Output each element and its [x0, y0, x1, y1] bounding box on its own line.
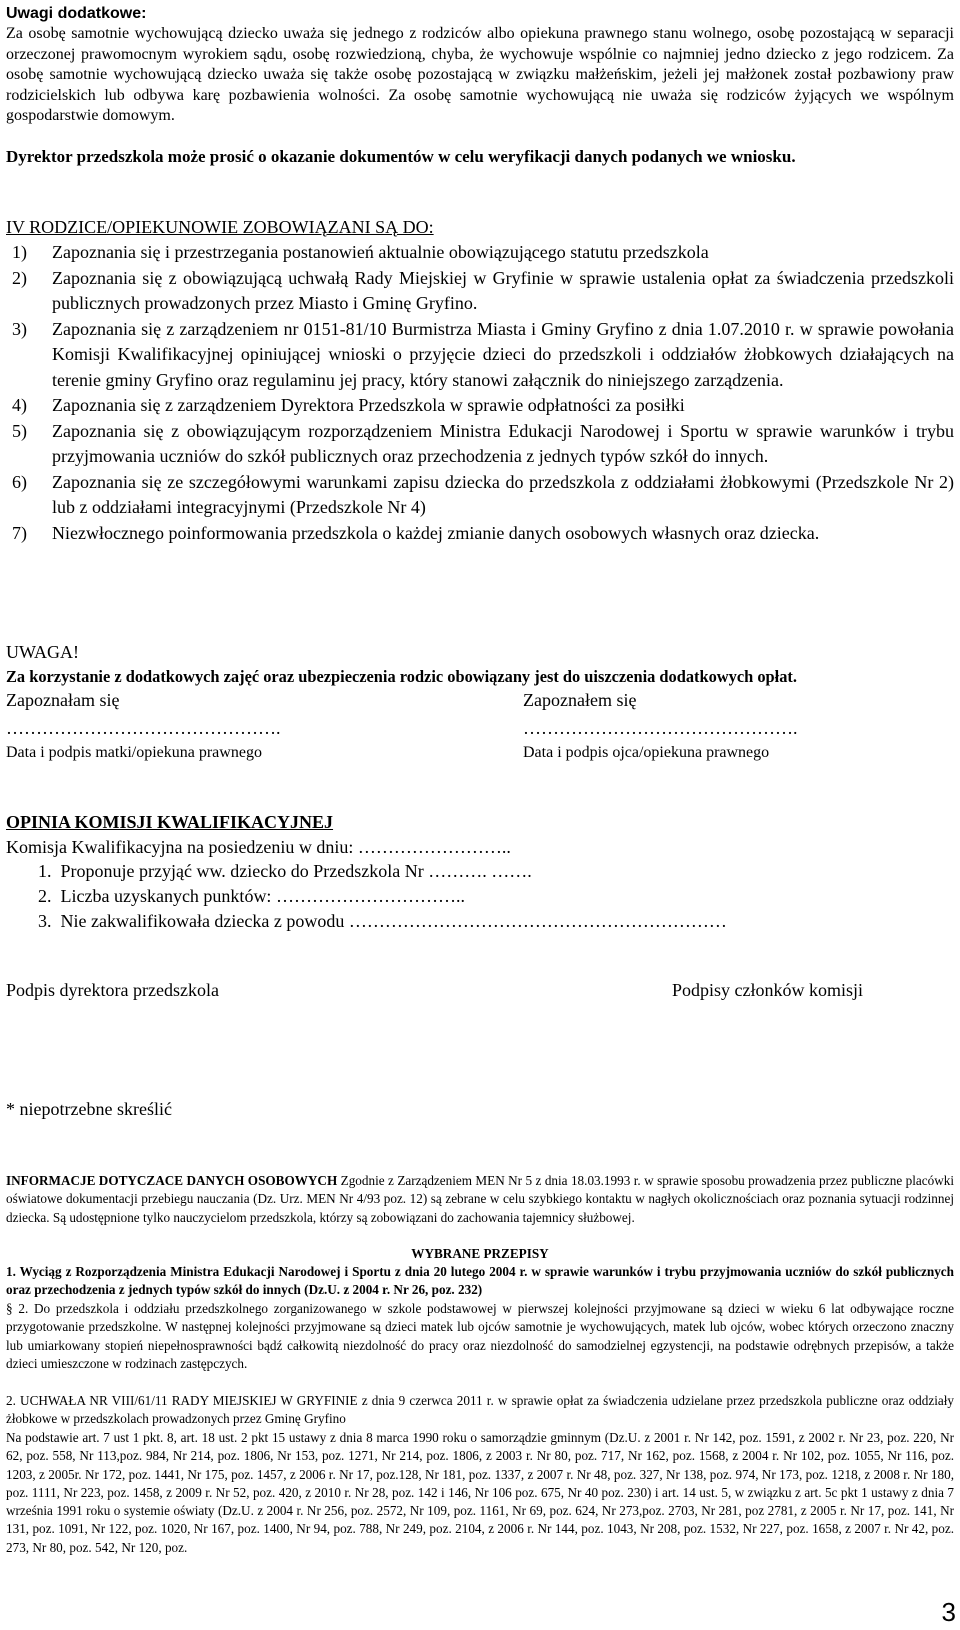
director-signature-label: Podpis dyrektora przedszkola	[6, 980, 219, 1000]
obligation-item	[6, 419, 954, 470]
obligations-list	[6, 240, 954, 546]
regulation-1-title: 1. Wyciąg z Rozporządzenia Ministra Edukacji Narodowej i Sportu z dnia 20 lutego 2004 r. w sprawie warunków i trybu przyjmowania uczniów do szkół publicznych oraz przechodzenia z jednych typów szkół do innych (Dz.U. z 2004 r. Nr 26, poz. 232)	[6, 1264, 954, 1298]
additional-notes-paragraph: Za osobę samotnie wychowującą dziecko uważa się jednego z rodziców albo opiekuna prawnego stanu wolnego, osobę pozostającą w separacji orzeczonej prawomocnym wyrokiem sądu, osobę rozwiedzioną, chyba, że wychowuje wspólnie co najmniej jedno dziecko z jego rodzicem. Za osobę samotnie wychowującą dziecko uważa się także osobę pozostającą w związku małżeńskim, jeżeli jej małżonek został pozbawiony praw rodzicielskich lub odbywa karę pozbawienia wolności. Za osobę samotnie wychowującą nie uważa się rodziców żyjących we wspólnym gospodarstwie domowym.	[6, 25, 954, 124]
mother-ack-heading: Zapoznałam się	[6, 690, 120, 710]
obligation-text: Zapoznania się z obowiązującą uchwałą Rady Miejskiej w Gryfinie w sprawie ustalenia opłat za świadczenia przedszkoli publicznych prowadzonych przez Miasto i Gminę Gryfino.	[52, 267, 954, 313]
obligation-number: 1)	[12, 242, 27, 262]
warning-label: UWAGA!	[6, 642, 79, 662]
personal-data-heading: INFORMACJE DOTYCZACE DANYCH OSOBOWYCH	[6, 1173, 338, 1188]
obligation-text: Zapoznania się z zarządzeniem nr 0151-81/10 Burmistrza Miasta i Gminy Gryfino z dnia 1.07.2010 r. w sprawie powołania Komisji Kwalifikacyjnej opiniującej wnioski o przyjęcie dzieci do przedszkoli i oddziałów żłobkowych działających na terenie gminy Gryfino oraz regulaminu jej pracy, który stanowi załącznik do niniejszego zarządzenia.	[52, 318, 954, 390]
commission-item-number: 1.	[38, 861, 52, 881]
commission-heading: OPINIA KOMISJI KWALIFIKACYJNEJ	[6, 812, 334, 832]
obligation-text: Zapoznania się ze szczegółowymi warunkami zapisu dziecka do przedszkola z oddziałami żłobkowymi (Przedszkole Nr 2) lub z oddziałami integracyjnymi (Przedszkole Nr 4)	[52, 471, 954, 517]
warning-text: Za korzystanie z dodatkowych zajęć oraz ubezpieczenia rodzic obowiązany jest do uiszczenia dodatkowych opłat.	[6, 667, 797, 686]
obligation-text: Zapoznania się z zarządzeniem Dyrektora Przedszkola w sprawie odpłatności za posiłki	[52, 395, 685, 415]
obligation-item	[6, 521, 954, 547]
personal-data-info	[6, 1172, 954, 1227]
obligation-number: 6)	[12, 471, 27, 492]
father-signature-caption: Data i podpis ojca/opiekuna prawnego	[523, 744, 770, 761]
obligation-number: 2)	[12, 267, 27, 288]
mother-signature-caption: Data i podpis matki/opiekuna prawnego	[6, 744, 262, 761]
obligation-number: 3)	[12, 318, 27, 339]
commission-members-signature-label: Podpisy członków komisji	[672, 980, 864, 1000]
commission-item	[38, 859, 532, 884]
obligation-item	[6, 393, 954, 419]
personal-data-text: Zgodnie z Zarządzeniem MEN Nr 5 z dnia 18.03.1993 r. w sprawie sposobu prowadzenia przez publiczne placówki oświatowe dokumentacji przebiegu nauczania (Dz. Urz. MEN Nr 4/93 poz. 12) są zebrane w celu szybkiego kontaktu w nagłych okolicznościach oraz poznania sytuacji rodzinnej dziecka. Są udostępnione tylko nauczycielom przedszkola, którzy są zobowiązani do zachowania tajemnicy służbowej.	[6, 1173, 954, 1225]
obligation-item	[6, 470, 954, 521]
additional-notes-heading: Uwagi dodatkowe:	[6, 5, 147, 22]
commission-meeting-line: Komisja Kwalifikacyjna na posiedzeniu w dniu: ……………………..	[6, 837, 511, 857]
commission-item	[38, 884, 465, 909]
obligation-item	[6, 266, 954, 317]
father-signature-line: ……………………………………….	[523, 718, 798, 738]
commission-item-text: Proponuje przyjąć ww. dziecko do Przedszkola Nr ………. …….	[60, 861, 532, 881]
father-ack-heading: Zapoznałem się	[523, 690, 637, 710]
footnote: * niepotrzebne skreślić	[6, 1099, 172, 1119]
regulation-1-body: § 2. Do przedszkola i oddziału przedszkolnego zorganizowanego w szkole podstawowej w pierwszej kolejności przyjmowane są dzieci w wieku 6 lat odbywające roczne przygotowanie przedszkolne. W następnej kolejności przyjmowane są dzieci matek lub ojców samotnie je wychowujących, matek lub ojców, wobec których orzeczono znaczny lub umiarkowany stopień niepełnosprawności bądź całkowitą niezdolność do pracy oraz niezdolność do samodzielnej egzystencji, na podstawie odrębnych przepisów, a także dzieci umieszczone w rodzinach zastępczych.	[6, 1301, 954, 1371]
commission-item	[38, 909, 727, 934]
obligations-heading: IV RODZICE/OPIEKUNOWIE ZOBOWIĄZANI SĄ DO:	[6, 217, 434, 237]
regulations-heading: WYBRANE PRZEPISY	[411, 1246, 549, 1261]
obligation-text: Zapoznania się i przestrzegania postanowień aktualnie obowiązującego statutu przedszkola	[52, 242, 709, 262]
obligation-number: 5)	[12, 420, 27, 441]
obligation-text: Niezwłocznego poinformowania przedszkola o każdej zmianie danych osobowych własnych oraz dziecka.	[52, 522, 820, 543]
obligation-item	[6, 317, 954, 394]
obligation-text: Zapoznania się z obowiązującym rozporządzeniem Ministra Edukacji Narodowej i Sportu w sprawie warunków i trybu przyjmowania uczniów do szkół publicznych oraz przechodzenia z jednych typów szkół do innych.	[52, 420, 954, 466]
commission-item-text: Liczba uzyskanych punktów: …………………………..	[60, 886, 465, 906]
page-number: 3	[941, 1597, 956, 1627]
commission-item-text: Nie zakwalifikowała dziecka z powodu ………………………………………………………	[60, 911, 727, 931]
commission-item-number: 3.	[38, 911, 52, 931]
regulation-2-body: Na podstawie art. 7 ust 1 pkt. 8, art. 18 ust. 2 pkt 15 ustawy z dnia 8 marca 1990 roku o samorządzie gminnym (Dz.U. z 2001 r. Nr 142, poz. 1591, z 2002 r. Nr 23, poz. 220, Nr 62, poz. 558, Nr 113,poz. 984, Nr 214, poz. 1806, Nr 153, poz. 1271, Nr 214, poz. 1806, z 2003 r. Nr 80, poz. 717, Nr 162, poz. 1568, z 2004 r. Nr 102, poz. 1055, Nr 116, poz. 1203, z 2005r. Nr 172, poz. 1441, Nr 175, poz. 1457, z 2006 r. Nr 17, poz.128, Nr 181, poz. 1337, z 2007 r. Nr 48, poz. 327, Nr 138, poz. 974, Nr 173, poz. 1218, z 2008 r. Nr 180, poz. 1111, Nr 223, poz. 1458, z 2009 r. Nr 52, poz. 420, z 2010 r. Nr 28, poz. 142 i 146, Nr 106 poz. 675, Nr 40 poz. 230) i art. 14 ust. 5, w związku z art. 5c pkt 1 ustawy z dnia 7 września 1991 roku o systemie oświaty (Dz.U. z 2004 r. Nr 256, poz. 2572, Nr 109, poz. 1161, Nr 69, poz. 624, Nr 273,poz. 2703, Nr 281, poz 2781, z 2005 r. Nr 17, poz. 141, Nr 131, poz. 1091, Nr 122, poz. 1020, Nr 167, poz. 1400, Nr 94, poz. 788, Nr 249, poz. 2104, z 2006 r. Nr 144, poz. 1043, Nr 208, poz. 1532, Nr 227, poz. 1658, z 2007 r. Nr 42, poz. 273, Nr 80, poz. 542, Nr 120, poz.	[6, 1430, 954, 1555]
obligation-item	[6, 240, 954, 266]
regulation-2-title: 2. UCHWAŁA NR VIII/61/11 RADY MIEJSKIEJ W GRYFINIE z dnia 9 czerwca 2011 r. w sprawie opłat za świadczenia udzielane przez przedszkola publiczne oraz oddziały żłobkowe w przedszkolach prowadzonych przez Gminę Gryfino	[6, 1393, 954, 1427]
director-note: Dyrektor przedszkola może prosić o okazanie dokumentów w celu weryfikacji danych podanych we wniosku.	[6, 147, 796, 166]
commission-item-number: 2.	[38, 886, 52, 906]
mother-signature-line: ……………………………………….	[6, 718, 281, 738]
obligation-number: 7)	[12, 522, 27, 543]
obligation-number: 4)	[12, 395, 27, 415]
